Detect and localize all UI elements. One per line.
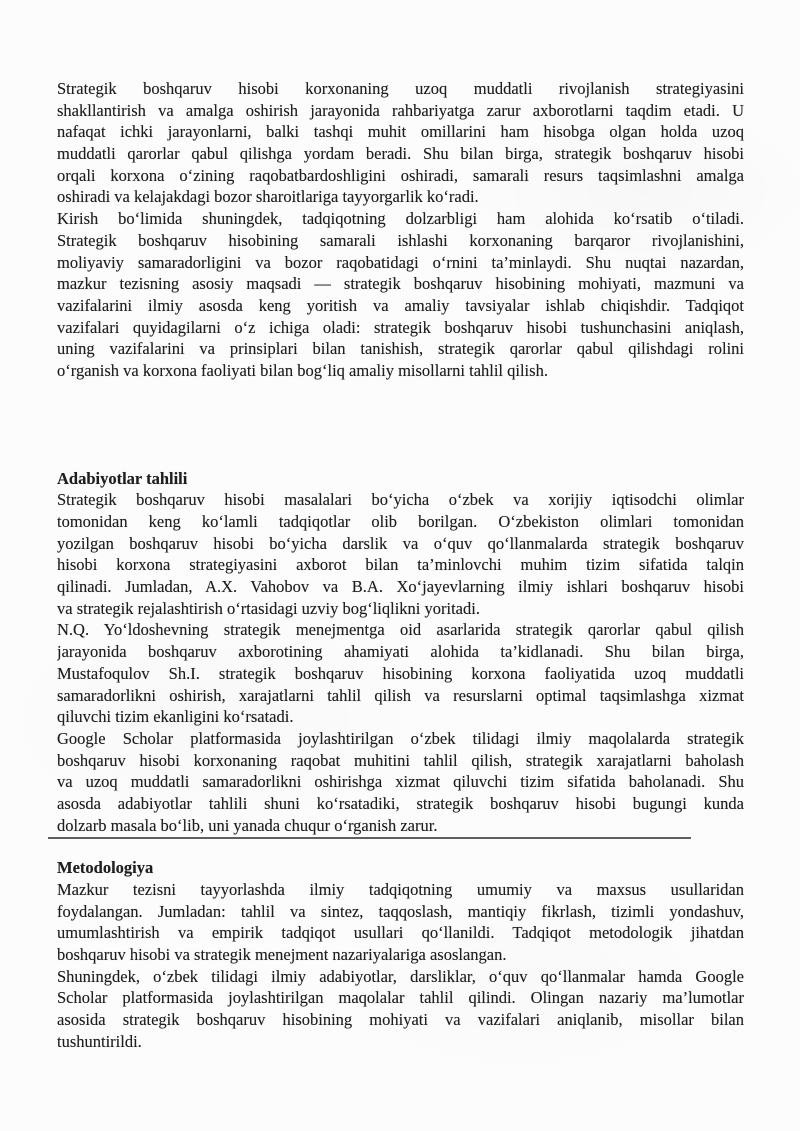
text-line: mazkur tezisning asosiy maqsadi — strategik boshqaruv hisobining mohiyati, mazmuni va (57, 274, 744, 294)
text-line: tomonidan keng ko‘lamli tadqiqotlar olib borilgan. O‘zbekiston olimlari tomonidan (57, 512, 744, 531)
text-line: qiluvchi tizim ekanligini ko‘rsatadi. (57, 707, 294, 727)
literature-paragraph-2 (57, 619, 744, 727)
intro-paragraph-1 (57, 78, 744, 208)
text-line: vazifalarini ilmiy asosda keng yoritish va amaliy tavsiyalar ishlab chiqishdir. Tadqiqot (57, 295, 744, 315)
methodology-paragraph-2 (57, 966, 744, 1053)
text-line: foydalangan. Jumladan: tahlil va sintez, taqqoslash, mantiqiy fikrlash, tizimli yondashuv, (57, 901, 744, 921)
literature-paragraph-1 (57, 489, 744, 619)
text-line: shakllantirish va amalga oshirish jarayonida rahbariyatga zarur axborotlarni taqdim etadi. U (57, 100, 744, 120)
text-line: Strategik boshqaruv hisobi masalalari bo‘yicha o‘zbek va xorijiy iqtisodchi olimlar (57, 490, 744, 510)
text-line: Google Scholar platformasida joylashtirilgan o‘zbek tilidagi ilmiy maqolalarda strategik (57, 728, 744, 748)
text-line: Kirish bo‘limida shuningdek, tadqiqotning dolzarbligi ham alohida ko‘rsatib o‘tiladi. (57, 209, 744, 229)
heading-gap (57, 839, 744, 857)
text-line: o‘rganish va korxona faoliyati bilan bog‘liq amaliy misollarni tahlil qilish. (57, 360, 548, 380)
text-line: moliyaviy samaradorligini va bozor raqobatidagi o‘rnini ta’minlaydi. Shu nuqtai nazardan, (57, 252, 744, 272)
text-line: Strategik boshqaruv hisobi korxonaning uzoq muddatli rivojlanish strategiyasini (57, 79, 744, 98)
text-line: Mazkur tezisni tayyorlashda ilmiy tadqiqotning umumiy va maxsus usullaridan (57, 880, 744, 899)
text-line: va strategik rejalashtirish o‘rtasidagi uzviy bog‘liqlikni yoritadi. (57, 598, 480, 618)
text-line: Shuningdek, o‘zbek tilidagi ilmiy adabiyotlar, darsliklar, o‘quv qo‘llanmalar hamda Google (57, 966, 744, 986)
text-line: oshiradi va kelajakdagi bozor sharoitlariga tayyorgarlik ko‘radi. (57, 187, 479, 207)
text-line: boshqaruv hisobi va strategik menejment nazariyalariga asoslangan. (57, 945, 507, 965)
text-line: jarayonida boshqaruv axborotining ahamiyati alohida ta’kidlanadi. Shu bilan birga, (57, 642, 744, 662)
text-line: asosda adabiyotlar tahlili shuni ko‘rsatadiki, strategik boshqaruv hisobi bugungi kunda (57, 793, 744, 813)
text-line: yozilgan boshqaruv hisobi bo‘yicha darslik va o‘quv qo‘llanmalarda strategik boshqaruv (57, 533, 744, 553)
text-line: va uzoq muddatli samaradorlikni oshirishga xizmat qiluvchi tizim sifatida baholanadi. Shu (57, 772, 744, 792)
literature-heading: Adabiyotlar tahlili (57, 468, 188, 488)
text-line: samaradorlikni oshirish, xarajatlarni tahlil qilish va resurslarni optimal taqsimlashga xizmat (57, 685, 744, 705)
text-line: qilinadi. Jumladan, A.X. Vahobov va B.A. Xo‘jayevlarning ilmiy ishlari boshqaruv hisobi (57, 577, 744, 597)
text-line: uning vazifalarini va prinsiplari bilan tanishish, strategik qarorlar qabul qilishdagi rolini (57, 339, 744, 359)
literature-paragraph-3 (57, 728, 744, 836)
text-line: nafaqat ichki jarayonlarni, balki tashqi muhit omillarini ham hisobga olgan holda uzoq (57, 122, 744, 142)
intro-paragraph-2 (57, 208, 744, 382)
methodology-heading: Metodologiya (57, 858, 154, 878)
text-line: boshqaruv hisobi korxonaning raqobat muhitini tahlil qilish, strategik xarajatlarni baholash (57, 750, 744, 770)
text-line: muddatli qarorlar qabul qilishga yordam beradi. Shu bilan birga, strategik boshqaruv hisobi (57, 144, 744, 164)
text-line: tushuntirildi. (57, 1031, 142, 1051)
text-line: Scholar platformasida joylashtirilgan maqolalar tahlil qilindi. Olingan nazariy ma’lumotlar (57, 988, 744, 1008)
text-line: umumlashtirish va empirik tadqiqot usullari qo‘llanildi. Tadqiqot metodologik jihatdan (57, 923, 744, 943)
text-line: dolzarb masala bo‘lib, uni yanada chuqur o‘rganish zarur. (57, 815, 438, 835)
section-gap (57, 382, 744, 468)
text-line: Strategik boshqaruv hisobining samarali ishlashi korxonaning barqaror rivojlanishini, (57, 230, 744, 250)
text-line: hisobi korxona strategiyasini axborot bilan ta’minlovchi muhim tizim sifatida talqin (57, 555, 744, 575)
text-line: vazifalari quyidagilarni o‘z ichiga oladi: strategik boshqaruv hisobi tushunchasini aniqlash, (57, 317, 744, 337)
text-line: asosida strategik boshqaruv hisobining mohiyati va vazifalari aniqlanib, misollar bilan (57, 1010, 744, 1030)
text-line: N.Q. Yo‘ldoshevning strategik menejmentga oid asarlarida strategik qarorlar qabul qilish (57, 620, 744, 640)
text-line: Mustafoqulov Sh.I. strategik boshqaruv hisobining korxona faoliyatida uzoq muddatli (57, 663, 744, 683)
methodology-paragraph-1 (57, 879, 744, 966)
text-line: orqali korxona o‘zining raqobatbardoshligini oshiradi, samarali resurs taqsimlashni amalga (57, 165, 744, 185)
